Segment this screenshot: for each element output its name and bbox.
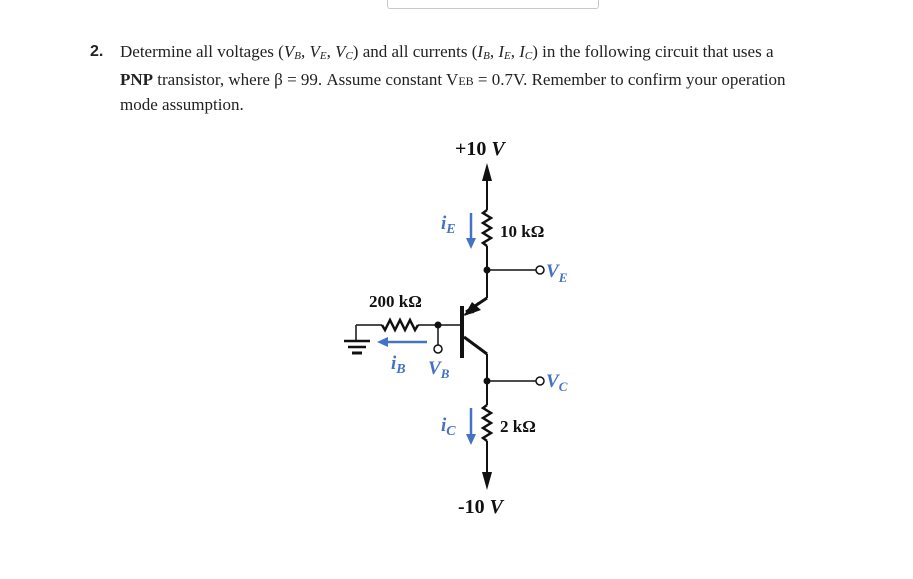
text: , [489,42,499,61]
text: = 0.7V. Remember to confirm your operation [473,70,786,89]
question-number: 2. [90,43,104,60]
sub: E [319,50,327,62]
emitter-resistor-icon [483,210,491,270]
base-resistor-label: 200 kΩ [369,292,422,311]
emitter-resistor-label: 10 kΩ [500,222,545,241]
ie-label: $i_E$ [441,213,456,237]
text: , [510,42,520,61]
pnp-bold: PNP [120,70,154,89]
sub: B [294,50,301,62]
ve-terminal [536,266,544,274]
sub: B [483,50,490,62]
supply-negative-label: -10 V [458,496,504,518]
var-IC: I [519,42,525,61]
ground-icon [344,341,370,353]
pnp-transistor-icon [462,298,487,381]
sub: E [504,50,511,62]
ve-label: $V_E$ [546,261,568,285]
var-VE: V [309,42,320,61]
vc-label: $V_C$ [546,371,568,394]
question-line-3: mode assumption. [120,95,244,114]
collector-resistor-label: 2 kΩ [500,417,536,436]
vc-terminal [536,377,544,385]
ie-arrowhead-icon [466,238,476,249]
text: ) and all currents ( [352,42,478,61]
var-IE: I [498,42,504,61]
vb-label: $V_B$ [428,358,450,381]
ic-arrowhead-icon [466,434,476,445]
collector-resistor-icon [482,381,492,490]
var-IB: I [477,42,484,61]
sub: C [345,50,353,62]
text: ) in the following circuit that uses a [532,42,774,61]
text: transistor, where β = 99. Assume constant V [153,70,459,89]
sub: C [524,50,533,62]
ic-label: $i_C$ [441,415,456,439]
text: , [300,42,310,61]
text: Determine all voltages ( [120,42,284,61]
base-resistor-icon [356,320,438,340]
sub: EB [458,74,474,88]
text: , [326,42,336,61]
ib-arrowhead-icon [377,337,388,347]
var-VB: V [283,42,295,61]
var-VC: V [335,42,346,61]
vb-terminal [434,345,442,353]
supply-up-arrow-icon [482,163,492,210]
ib-label: $i_B$ [391,353,406,377]
supply-positive-label: +10 V [455,138,505,160]
supply-down-arrow-icon [482,472,492,490]
